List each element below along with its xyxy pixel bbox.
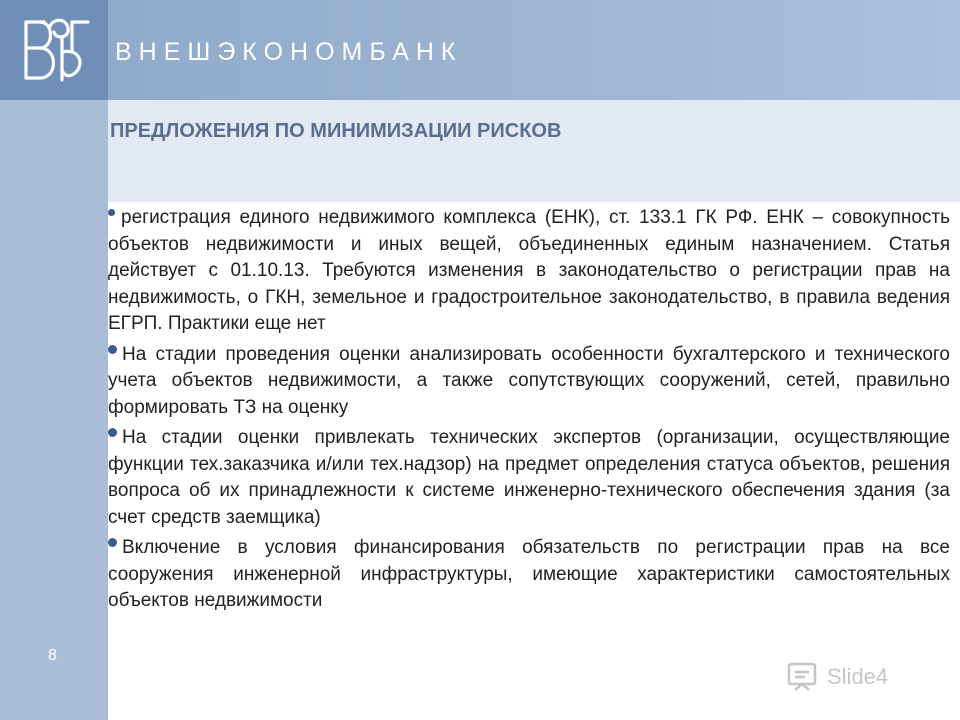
bullet-text: Включение в условия финансирования обязательств по регистрации прав на все сооружения инженерной инфраструктуры, имеющие характеристики самостоятельных объектов недвижимости: [108, 537, 950, 611]
bullet-text: регистрация единого недвижимого комплекса (ЕНК), ст. 133.1 ГК РФ. ЕНК – совокупность объектов недвижимости и иных вещей, объединенных единым назначением. Статья действует с 01.10.13. Требуются изменения в законодательство о регистрации прав на недвижимость, о ГКН, земельное и градостроительное законодательство, в правила ведения ЕГРП. Практики еще нет: [108, 207, 950, 334]
header-bar: [0, 0, 960, 100]
bullet-icon: [108, 428, 117, 437]
page-number: 8: [48, 647, 57, 664]
bullet-list: [108, 205, 950, 619]
bullet-item: [108, 205, 950, 338]
bank-name: ВНЕШЭКОНОМБАНК: [115, 38, 463, 66]
bullet-text: На стадии проведения оценки анализировать особенности бухгалтерского и технического учета объектов недвижимости, а также сопутствующих сооружений, сетей, правильно формировать ТЗ на оценку: [108, 343, 950, 418]
veb-monogram-icon: [10, 8, 96, 92]
left-sidebar: [0, 100, 108, 720]
watermark-text: Slide4: [827, 664, 889, 689]
bullet-item: [108, 425, 950, 531]
bank-logo: [0, 0, 108, 100]
bullet-icon: [108, 345, 117, 354]
title-band: [108, 100, 960, 202]
bullet-text: На стадии оценки привлекать технических экспертов (организации, осуществляющие функции тех.заказчика и/или тех.надзор) на предмет определения статуса объектов, решения вопроса об их принадлежности к системе инженерно-технического обеспечения здания (за счет средств заемщика): [108, 427, 950, 528]
watermark: [783, 658, 933, 698]
bullet-item: [108, 342, 950, 422]
bullet-icon: [108, 538, 117, 547]
slide-title: ПРЕДЛОЖЕНИЯ ПО МИНИМИЗАЦИИ РИСКОВ: [110, 120, 562, 142]
bullet-item: [108, 535, 950, 615]
presentation-icon: [783, 658, 823, 698]
bullet-icon: [108, 209, 115, 216]
